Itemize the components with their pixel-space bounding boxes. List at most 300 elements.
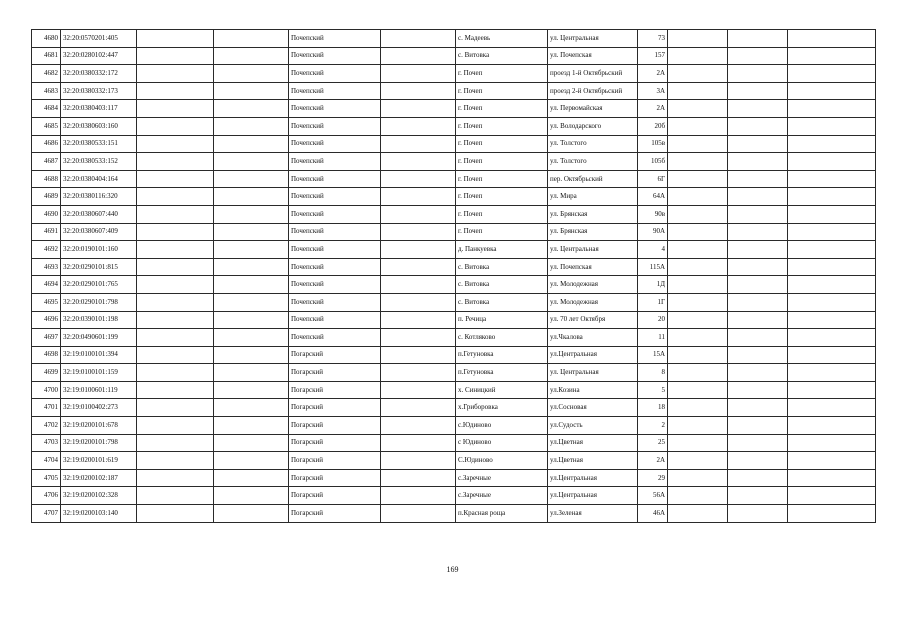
house-number-cell: 20 [638, 311, 668, 329]
settlement-cell: г. Почеп [456, 135, 548, 153]
empty-cell [728, 241, 788, 259]
record-number-cell: 4707 [32, 505, 61, 523]
empty-cell [788, 100, 876, 118]
district-cell: Почепский [289, 311, 381, 329]
cadastral-number-cell: 32:19:0200101:678 [61, 417, 137, 435]
empty-cell [668, 276, 728, 294]
settlement-cell: п.Гетуновка [456, 346, 548, 364]
empty-cell [668, 170, 728, 188]
house-number-cell: 73 [638, 30, 668, 48]
empty-cell [788, 65, 876, 83]
street-cell: пер. Октябрьский [548, 170, 638, 188]
empty-cell [137, 329, 214, 347]
house-number-cell: 64А [638, 188, 668, 206]
table-row [32, 329, 876, 347]
empty-cell [788, 434, 876, 452]
empty-cell [137, 399, 214, 417]
district-cell: Почепский [289, 47, 381, 65]
empty-cell [788, 205, 876, 223]
empty-cell [668, 434, 728, 452]
empty-cell [788, 276, 876, 294]
cadastral-number-cell: 32:20:0380332:172 [61, 65, 137, 83]
empty-cell [668, 258, 728, 276]
empty-cell [214, 311, 289, 329]
empty-cell [381, 258, 456, 276]
settlement-cell: с. Витовка [456, 47, 548, 65]
table-row [32, 417, 876, 435]
empty-cell [137, 487, 214, 505]
table-row [32, 47, 876, 65]
street-cell: ул.Судость [548, 417, 638, 435]
cadastral-number-cell: 32:20:0380607:440 [61, 205, 137, 223]
table-row [32, 188, 876, 206]
empty-cell [137, 346, 214, 364]
table-row [32, 452, 876, 470]
house-number-cell: 105б [638, 153, 668, 171]
district-cell: Почепский [289, 241, 381, 259]
empty-cell [214, 258, 289, 276]
empty-cell [668, 135, 728, 153]
district-cell: Погарский [289, 505, 381, 523]
district-cell: Почепский [289, 30, 381, 48]
empty-cell [668, 205, 728, 223]
settlement-cell: с. Витовка [456, 258, 548, 276]
house-number-cell: 3А [638, 82, 668, 100]
cadastral-number-cell: 32:20:0380116:320 [61, 188, 137, 206]
cadastral-number-cell: 32:19:0100402:273 [61, 399, 137, 417]
table-row [32, 30, 876, 48]
registry-table [31, 29, 876, 523]
empty-cell [381, 30, 456, 48]
empty-cell [381, 364, 456, 382]
cadastral-number-cell: 32:19:0200102:328 [61, 487, 137, 505]
empty-cell [788, 452, 876, 470]
empty-cell [788, 170, 876, 188]
empty-cell [788, 82, 876, 100]
cadastral-number-cell: 32:19:0200101:619 [61, 452, 137, 470]
empty-cell [668, 399, 728, 417]
settlement-cell: г. Почеп [456, 170, 548, 188]
district-cell: Погарский [289, 399, 381, 417]
house-number-cell: 6Г [638, 170, 668, 188]
empty-cell [728, 100, 788, 118]
district-cell: Погарский [289, 452, 381, 470]
empty-cell [788, 364, 876, 382]
settlement-cell: п. Речица [456, 311, 548, 329]
empty-cell [214, 487, 289, 505]
empty-cell [788, 188, 876, 206]
table-row [32, 117, 876, 135]
empty-cell [137, 188, 214, 206]
district-cell: Погарский [289, 434, 381, 452]
empty-cell [214, 364, 289, 382]
record-number-cell: 4702 [32, 417, 61, 435]
house-number-cell: 20б [638, 117, 668, 135]
empty-cell [668, 65, 728, 83]
empty-cell [137, 65, 214, 83]
empty-cell [381, 469, 456, 487]
empty-cell [788, 381, 876, 399]
table-row [32, 487, 876, 505]
empty-cell [381, 205, 456, 223]
street-cell: ул. Молодежная [548, 293, 638, 311]
empty-cell [668, 381, 728, 399]
settlement-cell: г. Почеп [456, 82, 548, 100]
empty-cell [381, 417, 456, 435]
empty-cell [381, 381, 456, 399]
house-number-cell: 8 [638, 364, 668, 382]
street-cell: ул. Брянская [548, 223, 638, 241]
page-number: 169 [446, 565, 459, 574]
empty-cell [728, 364, 788, 382]
empty-cell [788, 329, 876, 347]
empty-cell [668, 364, 728, 382]
cadastral-number-cell: 32:19:0100601:119 [61, 381, 137, 399]
empty-cell [137, 223, 214, 241]
street-cell: ул. Мира [548, 188, 638, 206]
house-number-cell: 56А [638, 487, 668, 505]
record-number-cell: 4690 [32, 205, 61, 223]
empty-cell [381, 170, 456, 188]
district-cell: Погарский [289, 381, 381, 399]
record-number-cell: 4691 [32, 223, 61, 241]
house-number-cell: 2А [638, 65, 668, 83]
empty-cell [381, 65, 456, 83]
empty-cell [214, 241, 289, 259]
empty-cell [381, 505, 456, 523]
street-cell: ул.Зеленая [548, 505, 638, 523]
house-number-cell: 90А [638, 223, 668, 241]
cadastral-number-cell: 32:20:0290101:765 [61, 276, 137, 294]
street-cell: ул. Толстого [548, 135, 638, 153]
empty-cell [381, 117, 456, 135]
empty-cell [668, 117, 728, 135]
empty-cell [728, 188, 788, 206]
empty-cell [214, 276, 289, 294]
empty-cell [728, 311, 788, 329]
table-row [32, 346, 876, 364]
settlement-cell: х.Гриборовка [456, 399, 548, 417]
district-cell: Почепский [289, 205, 381, 223]
settlement-cell: г. Почеп [456, 205, 548, 223]
table-row [32, 65, 876, 83]
empty-cell [214, 469, 289, 487]
district-cell: Почепский [289, 100, 381, 118]
empty-cell [381, 452, 456, 470]
house-number-cell: 2 [638, 417, 668, 435]
empty-cell [668, 487, 728, 505]
street-cell: ул. Центральная [548, 30, 638, 48]
empty-cell [137, 505, 214, 523]
empty-cell [137, 153, 214, 171]
empty-cell [728, 47, 788, 65]
empty-cell [137, 258, 214, 276]
empty-cell [381, 293, 456, 311]
empty-cell [137, 364, 214, 382]
empty-cell [214, 82, 289, 100]
district-cell: Почепский [289, 170, 381, 188]
street-cell: ул. Почепская [548, 258, 638, 276]
empty-cell [214, 205, 289, 223]
empty-cell [668, 469, 728, 487]
record-number-cell: 4703 [32, 434, 61, 452]
record-number-cell: 4694 [32, 276, 61, 294]
empty-cell [728, 469, 788, 487]
empty-cell [728, 487, 788, 505]
empty-cell [728, 329, 788, 347]
street-cell: ул.Центральная [548, 469, 638, 487]
empty-cell [728, 452, 788, 470]
empty-cell [788, 293, 876, 311]
empty-cell [214, 223, 289, 241]
empty-cell [728, 170, 788, 188]
empty-cell [728, 30, 788, 48]
settlement-cell: с. Витовка [456, 276, 548, 294]
house-number-cell: 2А [638, 100, 668, 118]
empty-cell [381, 47, 456, 65]
table-row [32, 82, 876, 100]
house-number-cell: 29 [638, 469, 668, 487]
empty-cell [214, 188, 289, 206]
street-cell: ул.Чкалова [548, 329, 638, 347]
table-row [32, 170, 876, 188]
street-cell: ул.Сосновая [548, 399, 638, 417]
settlement-cell: п.Красная роща [456, 505, 548, 523]
record-number-cell: 4697 [32, 329, 61, 347]
house-number-cell: 4 [638, 241, 668, 259]
district-cell: Погарский [289, 346, 381, 364]
settlement-cell: с.Заречные [456, 469, 548, 487]
empty-cell [381, 82, 456, 100]
empty-cell [728, 417, 788, 435]
cadastral-number-cell: 32:19:0200102:187 [61, 469, 137, 487]
empty-cell [728, 205, 788, 223]
empty-cell [668, 452, 728, 470]
settlement-cell: г. Почеп [456, 117, 548, 135]
table-row [32, 434, 876, 452]
settlement-cell: с Юдиново [456, 434, 548, 452]
table-row [32, 241, 876, 259]
empty-cell [788, 469, 876, 487]
table-row [32, 205, 876, 223]
empty-cell [214, 293, 289, 311]
table-row [32, 153, 876, 171]
empty-cell [381, 188, 456, 206]
empty-cell [788, 258, 876, 276]
house-number-cell: 105в [638, 135, 668, 153]
empty-cell [728, 293, 788, 311]
district-cell: Погарский [289, 417, 381, 435]
street-cell: ул.Цветная [548, 434, 638, 452]
district-cell: Почепский [289, 135, 381, 153]
record-number-cell: 4698 [32, 346, 61, 364]
record-number-cell: 4695 [32, 293, 61, 311]
empty-cell [788, 30, 876, 48]
district-cell: Погарский [289, 364, 381, 382]
house-number-cell: 5 [638, 381, 668, 399]
empty-cell [728, 65, 788, 83]
empty-cell [214, 47, 289, 65]
record-number-cell: 4692 [32, 241, 61, 259]
cadastral-number-cell: 32:20:0380603:160 [61, 117, 137, 135]
empty-cell [214, 381, 289, 399]
empty-cell [728, 153, 788, 171]
empty-cell [137, 135, 214, 153]
record-number-cell: 4680 [32, 30, 61, 48]
empty-cell [137, 241, 214, 259]
street-cell: ул. Молодежная [548, 276, 638, 294]
empty-cell [137, 30, 214, 48]
empty-cell [137, 381, 214, 399]
record-number-cell: 4683 [32, 82, 61, 100]
empty-cell [381, 241, 456, 259]
record-number-cell: 4693 [32, 258, 61, 276]
settlement-cell: с.Заречные [456, 487, 548, 505]
settlement-cell: г. Почеп [456, 100, 548, 118]
cadastral-number-cell: 32:20:0190101:160 [61, 241, 137, 259]
empty-cell [788, 117, 876, 135]
empty-cell [214, 100, 289, 118]
record-number-cell: 4686 [32, 135, 61, 153]
empty-cell [668, 417, 728, 435]
cadastral-number-cell: 32:20:0380533:151 [61, 135, 137, 153]
record-number-cell: 4701 [32, 399, 61, 417]
empty-cell [214, 329, 289, 347]
cadastral-number-cell: 32:19:0200101:798 [61, 434, 137, 452]
table-row [32, 469, 876, 487]
empty-cell [214, 505, 289, 523]
cadastral-number-cell: 32:19:0100101:159 [61, 364, 137, 382]
street-cell: ул. Толстого [548, 153, 638, 171]
district-cell: Почепский [289, 82, 381, 100]
table-row [32, 364, 876, 382]
empty-cell [668, 100, 728, 118]
cadastral-number-cell: 32:20:0380403:117 [61, 100, 137, 118]
street-cell: проезд 2-й Октябрьский [548, 82, 638, 100]
empty-cell [381, 311, 456, 329]
empty-cell [788, 417, 876, 435]
table-row [32, 258, 876, 276]
settlement-cell: с. Витовка [456, 293, 548, 311]
street-cell: ул.Козина [548, 381, 638, 399]
empty-cell [381, 399, 456, 417]
empty-cell [788, 487, 876, 505]
record-number-cell: 4681 [32, 47, 61, 65]
street-cell: ул. Первомайская [548, 100, 638, 118]
record-number-cell: 4700 [32, 381, 61, 399]
empty-cell [728, 276, 788, 294]
empty-cell [381, 434, 456, 452]
empty-cell [788, 47, 876, 65]
district-cell: Почепский [289, 223, 381, 241]
settlement-cell: С.Юдиново [456, 452, 548, 470]
empty-cell [137, 100, 214, 118]
empty-cell [137, 47, 214, 65]
empty-cell [214, 346, 289, 364]
district-cell: Почепский [289, 276, 381, 294]
empty-cell [788, 241, 876, 259]
empty-cell [668, 241, 728, 259]
empty-cell [728, 346, 788, 364]
record-number-cell: 4704 [32, 452, 61, 470]
empty-cell [137, 117, 214, 135]
empty-cell [214, 135, 289, 153]
empty-cell [137, 276, 214, 294]
record-number-cell: 4699 [32, 364, 61, 382]
empty-cell [214, 65, 289, 83]
empty-cell [668, 188, 728, 206]
street-cell: ул. 70 лет Октября [548, 311, 638, 329]
street-cell: ул. Брянская [548, 205, 638, 223]
house-number-cell: 15А [638, 346, 668, 364]
street-cell: ул.Центральная [548, 487, 638, 505]
empty-cell [788, 153, 876, 171]
table-row [32, 381, 876, 399]
district-cell: Почепский [289, 329, 381, 347]
empty-cell [728, 117, 788, 135]
empty-cell [728, 381, 788, 399]
empty-cell [728, 399, 788, 417]
house-number-cell: 1Г [638, 293, 668, 311]
settlement-cell: г. Почеп [456, 153, 548, 171]
record-number-cell: 4687 [32, 153, 61, 171]
street-cell: ул. Центральная [548, 364, 638, 382]
empty-cell [137, 452, 214, 470]
empty-cell [214, 153, 289, 171]
empty-cell [381, 276, 456, 294]
street-cell: ул. Центральная [548, 241, 638, 259]
empty-cell [668, 153, 728, 171]
empty-cell [788, 505, 876, 523]
empty-cell [668, 505, 728, 523]
record-number-cell: 4696 [32, 311, 61, 329]
empty-cell [214, 452, 289, 470]
record-number-cell: 4705 [32, 469, 61, 487]
cadastral-number-cell: 32:20:0290101:798 [61, 293, 137, 311]
cadastral-number-cell: 32:20:0390101:198 [61, 311, 137, 329]
empty-cell [668, 223, 728, 241]
empty-cell [214, 399, 289, 417]
empty-cell [214, 170, 289, 188]
house-number-cell: 46А [638, 505, 668, 523]
street-cell: ул. Володарского [548, 117, 638, 135]
settlement-cell: г. Почеп [456, 188, 548, 206]
cadastral-number-cell: 32:19:0200103:140 [61, 505, 137, 523]
street-cell: ул. Почепская [548, 47, 638, 65]
street-cell: ул.Центральная [548, 346, 638, 364]
settlement-cell: г. Почеп [456, 65, 548, 83]
empty-cell [668, 30, 728, 48]
empty-cell [214, 434, 289, 452]
empty-cell [728, 505, 788, 523]
cadastral-number-cell: 32:20:0380533:152 [61, 153, 137, 171]
empty-cell [728, 258, 788, 276]
settlement-cell: х. Синицкий [456, 381, 548, 399]
empty-cell [214, 30, 289, 48]
table-row [32, 311, 876, 329]
cadastral-number-cell: 32:20:0490601:199 [61, 329, 137, 347]
cadastral-number-cell: 32:20:0570201:405 [61, 30, 137, 48]
district-cell: Погарский [289, 487, 381, 505]
empty-cell [381, 135, 456, 153]
empty-cell [668, 329, 728, 347]
cadastral-number-cell: 32:20:0380607:409 [61, 223, 137, 241]
empty-cell [728, 82, 788, 100]
record-number-cell: 4688 [32, 170, 61, 188]
empty-cell [668, 293, 728, 311]
record-number-cell: 4706 [32, 487, 61, 505]
house-number-cell: 18 [638, 399, 668, 417]
